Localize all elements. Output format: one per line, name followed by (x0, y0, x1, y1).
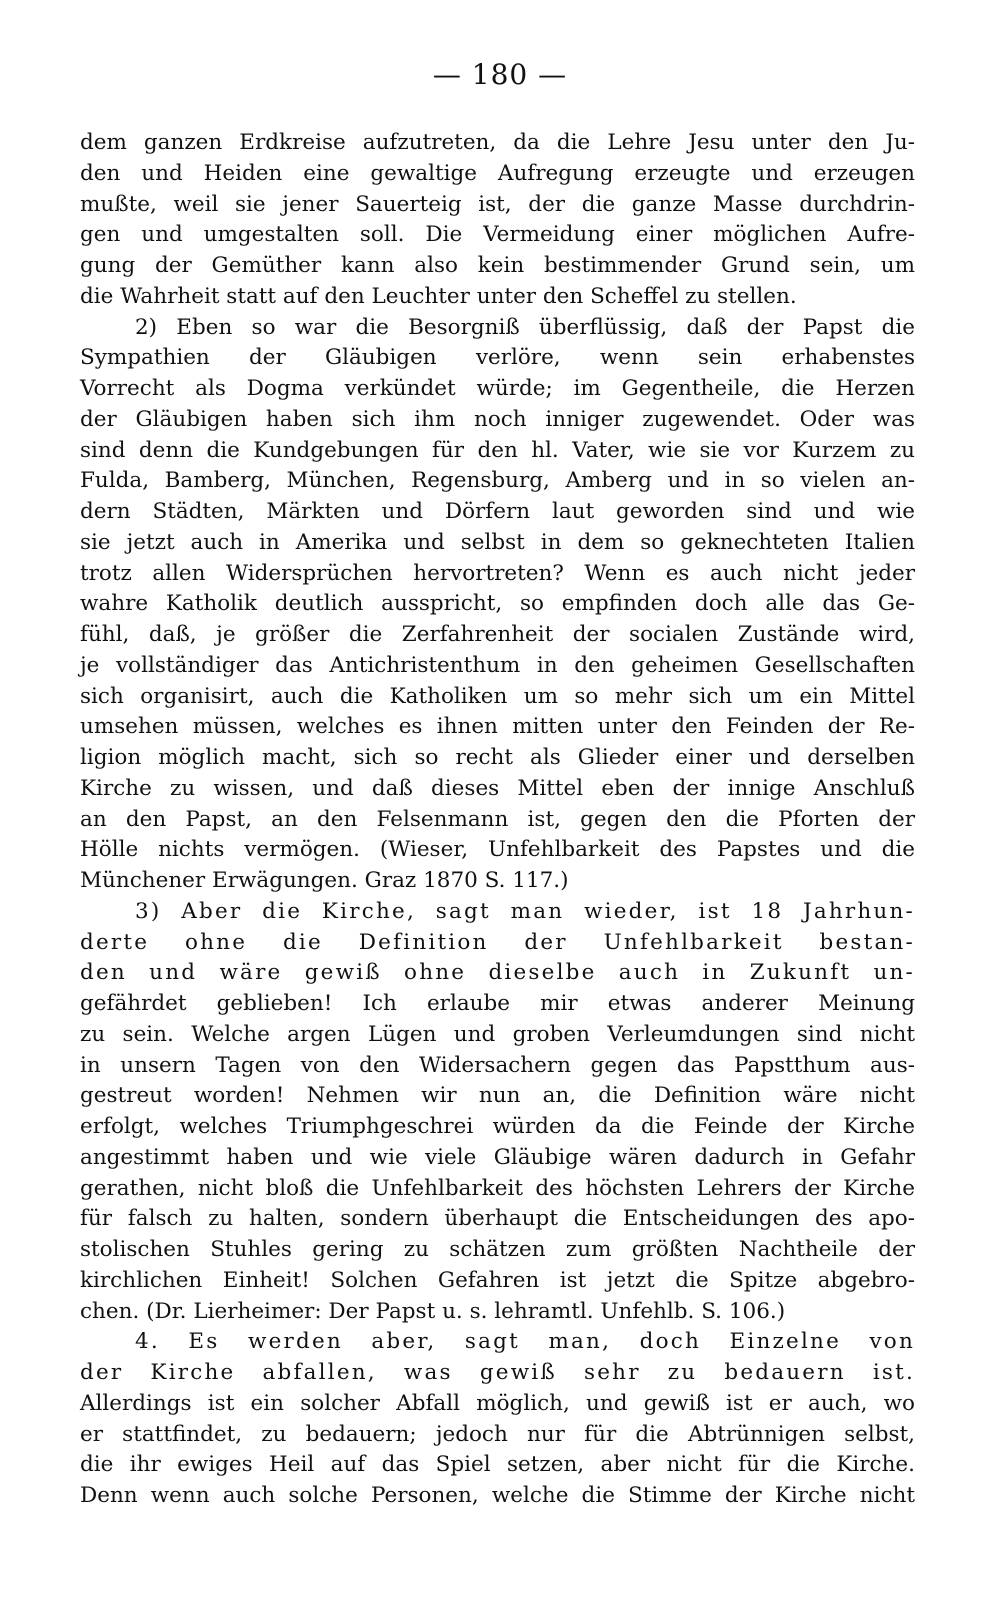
text-line: die ihr ewiges Heil auf das Spiel setzen, aber nicht für die Kirche. (80, 1452, 915, 1478)
text-line: gen und umgestalten soll. Die Vermeidung einer möglichen Aufre- (80, 222, 915, 248)
body-text (80, 128, 915, 1512)
text-line: dem ganzen Erdkreise aufzutreten, da die Lehre Jesu unter den Ju- (80, 130, 915, 155)
text-line: erfolgt, welches Triumphgeschrei würden da die Feinde der Kirche (80, 1114, 915, 1139)
text-line: gestreut worden! Nehmen wir nun an, die Definition wäre nicht (80, 1083, 915, 1109)
text-line: gung der Gemüther kann also kein bestimmender Grund sein, um (80, 253, 915, 278)
text-line: er stattfindet, zu bedauern; jedoch nur für die Abtrünnigen selbst, (80, 1421, 915, 1447)
text-line: den und Heiden eine gewaltige Aufregung erzeugte und erzeugen (80, 160, 915, 186)
text-line: fühl, daß, je größer die Zerfahrenheit der socialen Zustände wird, (80, 622, 915, 647)
text-line: Vorrecht als Dogma verkündet würde; im Gegentheile, die Herzen (80, 376, 915, 401)
text-line: angestimmt haben und wie viele Gläubige wären dadurch in Gefahr (80, 1144, 915, 1170)
text-line: sie jetzt auch in Amerika und selbst in dem so geknechteten Italien (80, 529, 915, 555)
text-line: der Kirche abfallen, was gewiß sehr zu bedauern ist. (80, 1360, 915, 1385)
page-number: — 180 — (432, 58, 568, 91)
text-line: trotz allen Widersprüchen hervortreten? Wenn es auch nicht jeder (80, 560, 915, 586)
text-line: für falsch zu halten, sondern überhaupt die Entscheidungen des apo- (80, 1206, 915, 1232)
text-line: die Wahrheit statt auf den Leuchter unter den Scheffel zu stellen. (80, 283, 797, 309)
text-line: 2) Eben so war die Besorgniß überflüssig, daß der Papst die (135, 314, 915, 340)
text-line: 4. Es werden aber, sagt man, doch Einzelne von (135, 1329, 915, 1355)
text-line: Sympathien der Gläubigen verlöre, wenn sein erhabenstes (80, 345, 915, 371)
text-line: Fulda, Bamberg, München, Regensburg, Amberg und in so vielen an- (80, 468, 915, 494)
text-line: Kirche zu wissen, und daß dieses Mittel eben der innige Anschluß (80, 775, 915, 801)
text-line: Hölle nichts vermögen. (Wieser, Unfehlbarkeit des Papstes und die (80, 837, 915, 863)
text-line: derte ohne die Definition der Unfehlbarkeit bestan- (80, 929, 915, 955)
text-line: gerathen, nicht bloß die Unfehlbarkeit des höchsten Lehrers der Kirche (80, 1175, 915, 1201)
text-line: wahre Katholik deutlich ausspricht, so empfinden doch alle das Ge- (80, 591, 915, 617)
text-line: sind denn die Kundgebungen für den hl. Vater, wie sie vor Kurzem zu (80, 437, 915, 463)
text-line: ligion möglich macht, sich so recht als Glieder einer und derselben (80, 745, 915, 770)
text-line: in unsern Tagen von den Widersachern gegen das Papstthum aus- (80, 1052, 915, 1078)
text-line: gefährdet geblieben! Ich erlaube mir etwas anderer Meinung (80, 991, 915, 1016)
text-line: kirchlichen Einheit! Solchen Gefahren ist jetzt die Spitze abgebro- (80, 1267, 915, 1293)
text-line: chen. (Dr. Lierheimer: Der Papst u. s. lehramtl. Unfehlb. S. 106.) (80, 1298, 786, 1324)
text-line: Denn wenn auch solche Personen, welche die Stimme der Kirche nicht (80, 1483, 915, 1508)
text-line: Allerdings ist ein solcher Abfall möglich, und gewiß ist er auch, wo (80, 1390, 915, 1416)
text-line: 3) Aber die Kirche, sagt man wieder, ist 18 Jahrhun- (135, 898, 915, 924)
text-line: zu sein. Welche argen Lügen und groben Verleumdungen sind nicht (80, 1021, 915, 1047)
text-line: der Gläubigen haben sich ihm noch inniger zugewendet. Oder was (80, 406, 915, 432)
text-line: mußte, weil sie jener Sauerteig ist, der die ganze Masse durchdrin- (80, 191, 915, 217)
text-line: je vollständiger das Antichristenthum in den geheimen Gesellschaften (80, 652, 915, 678)
text-line: stolischen Stuhles gering zu schätzen zum größten Nachtheile der (80, 1237, 915, 1262)
text-line: Münchener Erwägungen. Graz 1870 S. 117.) (80, 868, 569, 893)
text-line: den und wäre gewiß ohne dieselbe auch in Zukunft un- (80, 960, 915, 986)
text-line: sich organisirt, auch die Katholiken um so mehr sich um ein Mittel (80, 683, 915, 709)
text-line: dern Städten, Märkten und Dörfern laut geworden sind und wie (80, 499, 915, 524)
text-line: an den Papst, an den Felsenmann ist, gegen den die Pforten der (80, 806, 915, 832)
text-line: umsehen müssen, welches es ihnen mitten unter den Feinden der Re- (80, 714, 915, 740)
